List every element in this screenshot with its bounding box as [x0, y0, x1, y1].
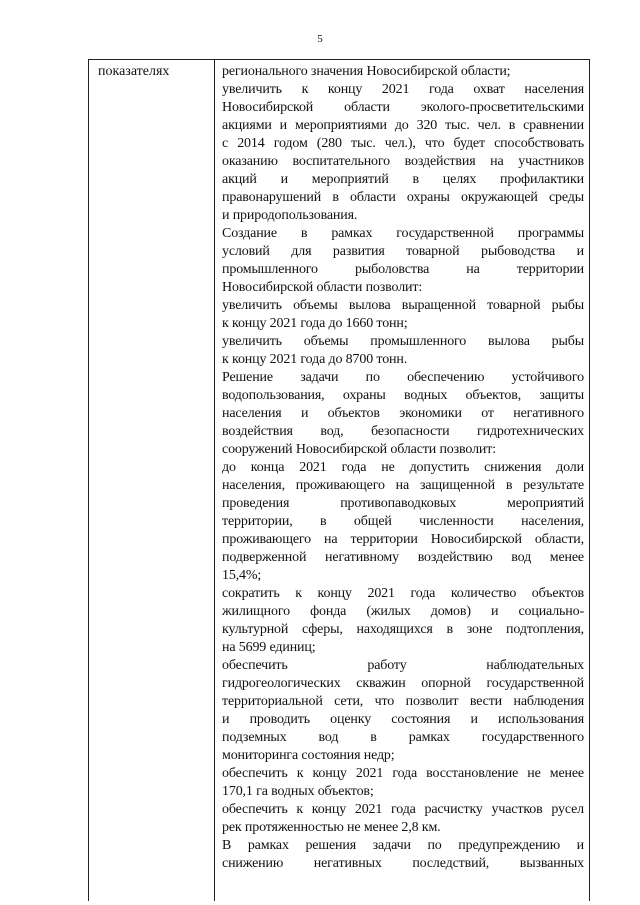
- text-line: сократить к концу 2021 года количество объектов: [222, 586, 584, 601]
- text-line: Создание в рамках государственной программы: [222, 226, 584, 241]
- text-line: водопользования, охраны водных объектов, защиты: [222, 388, 584, 403]
- text-line: обеспечить к концу 2021 года расчистку участков русел: [222, 802, 584, 817]
- text-line: к концу 2021 года до 8700 тонн.: [222, 352, 408, 367]
- text-line: проживающего на территории Новосибирской области,: [222, 532, 584, 547]
- text-line: до конца 2021 года не допустить снижения доли: [222, 460, 584, 475]
- text-line: обеспечить к концу 2021 года восстановление не менее: [222, 766, 584, 781]
- text-line: обеспечить работу наблюдательных: [222, 658, 584, 673]
- text-line: с 2014 годом (280 тыс. чел.), что будет способствовать: [222, 136, 584, 151]
- content-table: [88, 59, 590, 901]
- text-line: мониторинга состояния недр;: [222, 748, 395, 763]
- column-divider: [214, 60, 215, 901]
- text-line: на 5699 единиц;: [222, 640, 316, 655]
- text-line: подверженной негативному воздействию вод менее: [222, 550, 584, 565]
- text-line: 170,1 га водных объектов;: [222, 784, 374, 799]
- text-line: условий для развития товарной рыбоводства и: [222, 244, 584, 259]
- text-line: увеличить объемы промышленного вылова рыбы: [222, 334, 584, 349]
- text-line: рек протяженностью не менее 2,8 км.: [222, 820, 441, 835]
- text-line: увеличить к концу 2021 года охват населения: [222, 82, 584, 97]
- text-line: оказанию воспитательного воздействия на участников: [222, 154, 584, 169]
- text-line: подземных вод в рамках государственного: [222, 730, 584, 745]
- text-line: увеличить объемы вылова выращенной товарной рыбы: [222, 298, 584, 313]
- text-line: и проводить оценку состояния и использования: [222, 712, 584, 727]
- text-line: территории, в общей численности населения,: [222, 514, 584, 529]
- text-line: акциями и мероприятиями до 320 тыс. чел. в сравнении: [222, 118, 584, 133]
- text-line: воздействия вод, безопасности гидротехнических: [222, 424, 584, 439]
- text-line: регионального значения Новосибирской области;: [222, 64, 511, 79]
- text-line: и природопользования.: [222, 208, 358, 223]
- text-line: сооружений Новосибирской области позволит:: [222, 442, 496, 457]
- text-line: 15,4%;: [222, 568, 262, 583]
- page-number: 5: [317, 33, 323, 45]
- text-line: населения, проживающего на защищенной в результате: [222, 478, 584, 493]
- text-line: правонарушений в области охраны окружающей среды: [222, 190, 584, 205]
- text-line: проведения противопаводковых мероприятий: [222, 496, 584, 511]
- text-line: Решение задачи по обеспечению устойчивого: [222, 370, 584, 385]
- description-cell: [222, 63, 584, 873]
- text-line: к концу 2021 года до 1660 тонн;: [222, 316, 408, 331]
- text-line: жилищного фонда (жилых домов) и социально-: [222, 604, 584, 619]
- indicator-cell: показателях: [98, 64, 170, 79]
- text-line: акций и мероприятий в целях профилактики: [222, 172, 584, 187]
- text-line: культурной сферы, находящихся в зоне подтопления,: [222, 622, 584, 637]
- text-line: населения и объектов экономики от негативного: [222, 406, 584, 421]
- text-line: Новосибирской области эколого-просветительскими: [222, 100, 584, 115]
- text-line: В рамках решения задачи по предупреждению и: [222, 838, 584, 853]
- text-line: территориальной сети, что позволит вести наблюдения: [222, 694, 584, 709]
- text-line: снижению негативных последствий, вызванных: [222, 856, 584, 871]
- text-line: гидрогеологических скважин опорной государственной: [222, 676, 584, 691]
- text-line: Новосибирской области позволит:: [222, 280, 423, 295]
- text-line: промышленного рыболовства на территории: [222, 262, 584, 277]
